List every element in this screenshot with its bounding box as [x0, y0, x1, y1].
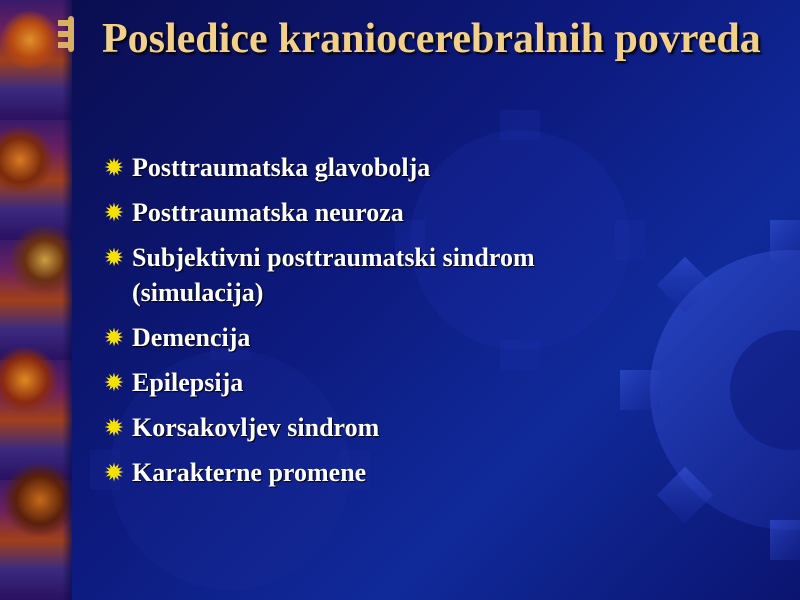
decorative-photo-strip: [0, 0, 72, 600]
burst-bullet-icon: [104, 157, 124, 177]
list-item: [104, 455, 664, 490]
burst-bullet-icon: [104, 327, 124, 347]
slide-title: Posledice kraniocerebralnih povreda: [102, 16, 761, 62]
burst-bullet-icon: [104, 247, 124, 267]
list-item: [104, 195, 664, 230]
list-item-text: Korsakovljev sindrom: [132, 413, 380, 442]
list-item-text: Posttraumatska neuroza: [132, 198, 404, 227]
list-item-text: Epilepsija: [132, 368, 244, 397]
list-item-text: Karakterne promene: [132, 458, 367, 487]
list-item: [104, 150, 664, 185]
list-item-text: Demencija: [132, 323, 251, 352]
list-item-text: Subjektivni posttraumatski sindrom (simulacija): [132, 243, 535, 307]
burst-bullet-icon: [104, 462, 124, 482]
burst-bullet-icon: [104, 417, 124, 437]
list-item: [104, 240, 664, 310]
list-item: [104, 365, 664, 400]
burst-bullet-icon: [104, 202, 124, 222]
title-gear-icon: [58, 14, 88, 54]
list-item: [104, 320, 664, 355]
list-item-text: Posttraumatska glavobolja: [132, 153, 431, 182]
bullet-list: [104, 150, 664, 500]
list-item: [104, 410, 664, 445]
burst-bullet-icon: [104, 372, 124, 392]
